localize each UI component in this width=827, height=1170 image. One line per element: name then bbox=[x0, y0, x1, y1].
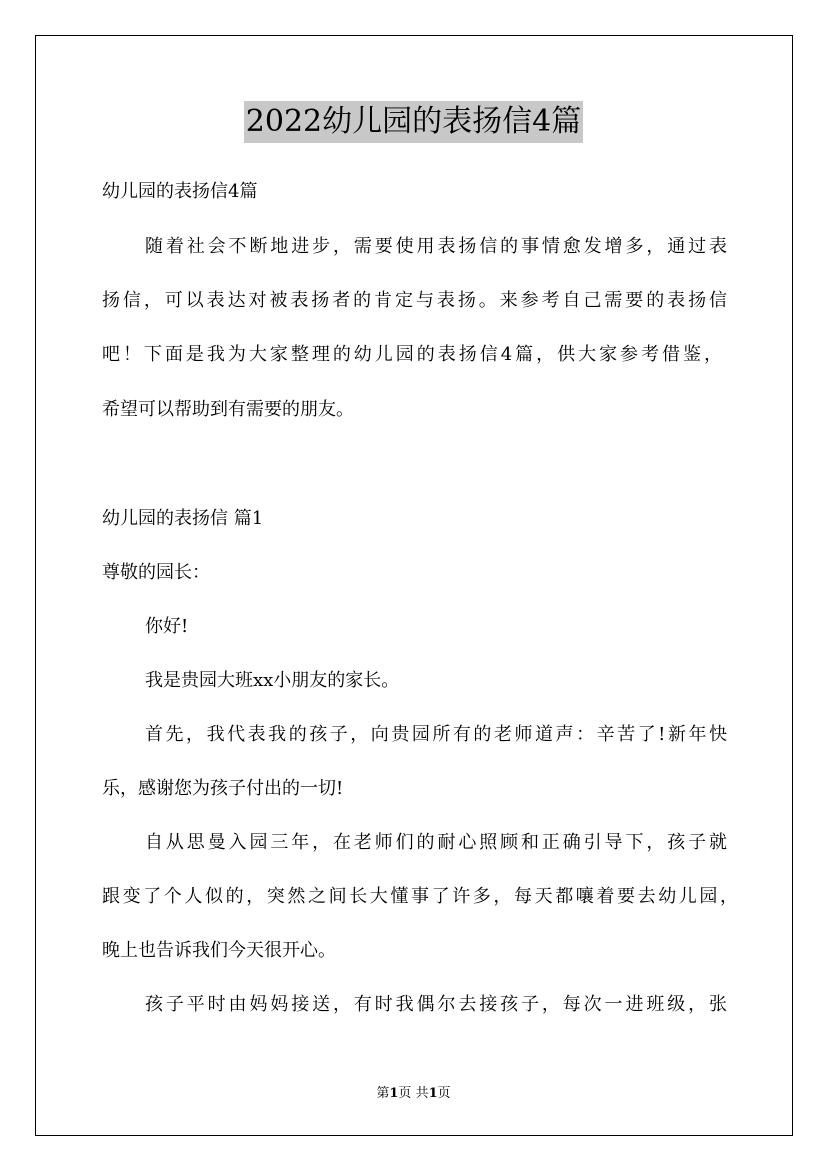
section-heading: 幼儿园的表扬信 篇1 bbox=[102, 508, 264, 529]
salutation: 尊敬的园长： bbox=[102, 562, 210, 583]
footer-page-prefix: 第 bbox=[376, 1086, 390, 1101]
title-wrap bbox=[0, 101, 827, 143]
paragraph-line: 首先，我代表我的孩子，向贵园所有的老师道声：辛苦了!新年快 bbox=[145, 724, 727, 745]
footer-page-total: 1 bbox=[428, 1086, 438, 1101]
paragraph-line: 扬信，可以表达对被表扬者的肯定与表扬。来参考自己需要的表扬信 bbox=[102, 290, 727, 311]
paragraph-line: 希望可以帮助到有需要的朋友。 bbox=[102, 399, 354, 420]
greeting: 你好! bbox=[145, 616, 189, 637]
paragraph-line: 跟变了个人似的，突然之间长大懂事了许多，每天都嚷着要去幼儿园， bbox=[102, 886, 738, 907]
footer-page-number: 1 bbox=[389, 1086, 399, 1101]
subtitle-line: 幼儿园的表扬信4篇 bbox=[102, 181, 258, 202]
paragraph-line: 乐，感谢您为孩子付出的一切! bbox=[102, 778, 344, 799]
footer-page-suffix: 页 bbox=[437, 1086, 451, 1101]
document-title: 2022幼儿园的表扬信4篇 bbox=[244, 101, 583, 143]
paragraph-line: 孩子平时由妈妈接送，有时我偶尔去接孩子，每次一进班级，张 bbox=[145, 994, 727, 1015]
footer-page-mid: 页 共 bbox=[398, 1086, 429, 1101]
paragraph-line: 自从思曼入园三年，在老师们的耐心照顾和正确引导下，孩子就 bbox=[145, 832, 727, 853]
page-footer bbox=[0, 1082, 827, 1101]
paragraph-line: 吧！下面是我为大家整理的幼儿园的表扬信4篇，供大家参考借鉴， bbox=[102, 344, 722, 365]
paragraph-line: 随着社会不断地进步，需要使用表扬信的事情愈发增多，通过表 bbox=[145, 236, 727, 257]
paragraph-line: 晚上也告诉我们今天很开心。 bbox=[102, 940, 336, 961]
paragraph-line: 我是贵园大班xx小朋友的家长。 bbox=[145, 670, 400, 691]
